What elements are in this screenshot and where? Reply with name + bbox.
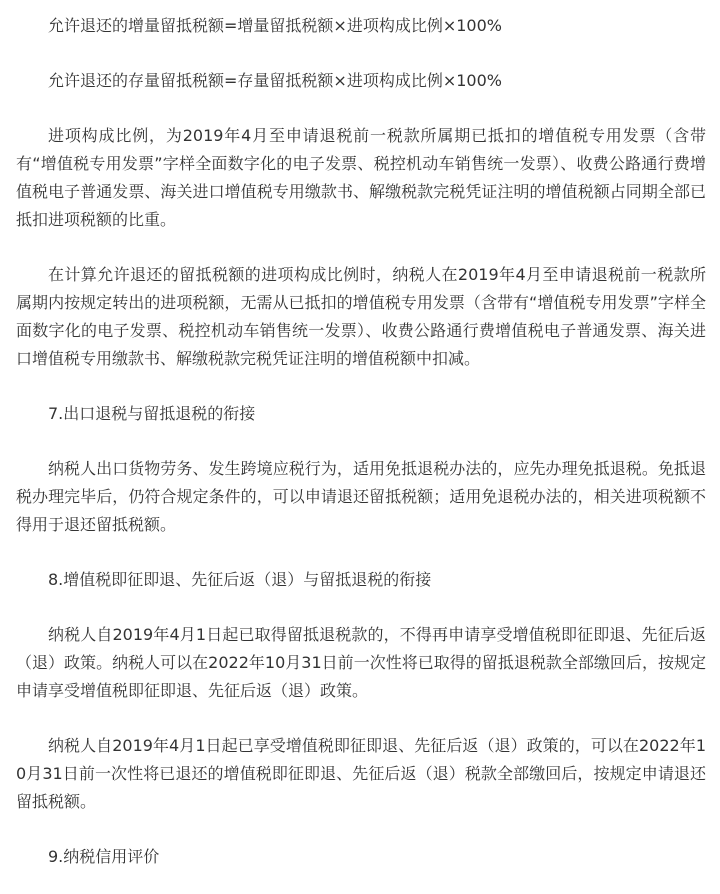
paragraph-immediate-refund-1: 纳税人自2019年4月1日起已取得留抵退税款的，不得再申请享受增值税即征即退、先征后返（退）政策。纳税人可以在2022年10月31日前一次性将已取得的留抵退税款全部缴回后，按规定申请享受增值税即征即退、先征后返（退）政策。 [16,625,706,700]
paragraph-input-ratio-definition: 进项构成比例，为2019年4月至申请退税前一税款所属期已抵扣的增值税专用发票（含带有“增值税专用发票”字样全面数字化的电子发票、税控机动车销售统一发票）、收费公路通行费增值税电子普通发票、海关进口增值税专用缴款书、解缴税款完税凭证注明的增值税额占同期全部已抵扣进项税额的比重。 [16,126,706,229]
section-heading-9: 9.纳税信用评价 [48,847,160,866]
paragraph-immediate-refund-2: 纳税人自2019年4月1日起已享受增值税即征即退、先征后返（退）政策的，可以在2022年10月31日前一次性将已退还的增值税即征即退、先征后返（退）税款全部缴回后，按规定申请退还留抵税额。 [16,736,706,811]
section-heading-8: 8.增值税即征即退、先征后返（退）与留抵退税的衔接 [48,570,432,589]
article-body [16,12,706,871]
paragraph-export-refund: 纳税人出口货物劳务、发生跨境应税行为，适用免抵退税办法的，应先办理免抵退税。免抵退税办理完毕后，仍符合规定条件的，可以申请退还留抵税额；适用免退税办法的，相关进项税额不得用于退还留抵税额。 [16,459,706,534]
section-heading-7: 7.出口退税与留抵退税的衔接 [48,404,256,423]
formula-stock: 允许退还的存量留抵税额=存量留抵税额×进项构成比例×100% [48,71,502,90]
paragraph-input-ratio-calculation: 在计算允许退还的留抵税额的进项构成比例时，纳税人在2019年4月至申请退税前一税款所属期内按规定转出的进项税额，无需从已抵扣的增值税专用发票（含带有“增值税专用发票”字样全面数字化的电子发票、税控机动车销售统一发票）、收费公路通行费增值税电子普通发票、海关进口增值税专用缴款书、解缴税款完税凭证注明的增值税额中扣减。 [16,265,706,368]
formula-incremental: 允许退还的增量留抵税额=增量留抵税额×进项构成比例×100% [48,16,502,35]
